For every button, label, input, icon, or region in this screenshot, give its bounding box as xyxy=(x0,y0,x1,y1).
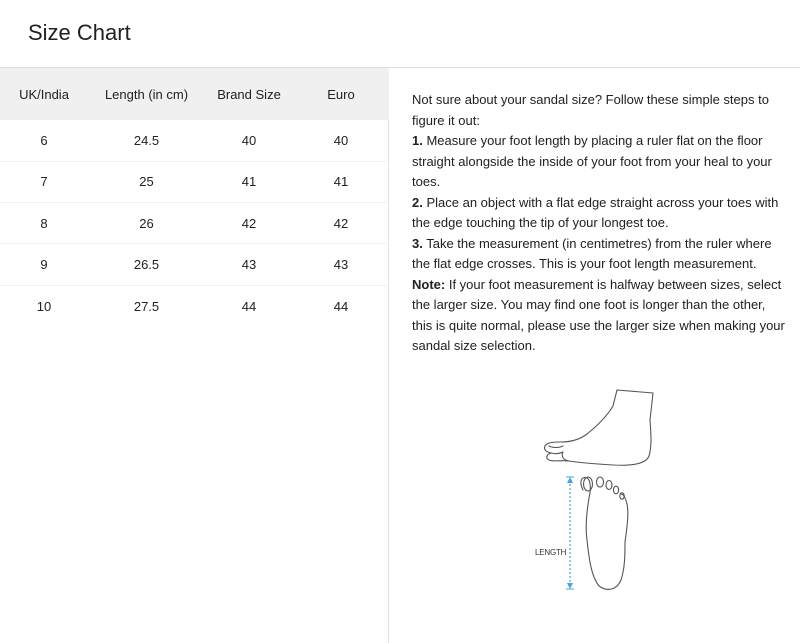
table-row xyxy=(0,285,389,326)
cell-euro: 42 xyxy=(333,215,349,231)
cell-euro: 44 xyxy=(333,298,349,314)
cell-brand-size: 43 xyxy=(241,257,257,273)
foot-top-view-icon xyxy=(581,477,628,589)
cell-uk-india: 6 xyxy=(40,132,48,148)
column-header-euro: Euro xyxy=(327,86,355,102)
step-number: 2. xyxy=(412,194,423,210)
step-text: Place an object with a flat edge straight across your toes with the edge touching the tip of your longest toe. xyxy=(412,194,779,230)
cell-length: 27.5 xyxy=(133,298,160,314)
cell-brand-size: 40 xyxy=(241,132,257,148)
column-header-length: Length (in cm) xyxy=(104,86,189,102)
cell-euro: 41 xyxy=(333,174,349,190)
instructions-panel xyxy=(390,68,800,643)
cell-uk-india: 9 xyxy=(40,257,48,273)
foot-measurement-illustration xyxy=(525,386,665,594)
cell-brand-size: 41 xyxy=(241,174,257,190)
note-label: Note: xyxy=(412,276,446,292)
cell-length: 25 xyxy=(139,174,154,190)
cell-brand-size: 44 xyxy=(241,298,257,314)
size-table xyxy=(0,68,389,326)
step-number: 1. xyxy=(412,133,423,148)
foot-diagram xyxy=(525,386,665,594)
table-row xyxy=(0,203,389,244)
table-row xyxy=(0,120,389,161)
instructions-intro: Not sure about your sandal size? Follow these simple steps to figure it out: xyxy=(412,92,769,128)
column-header-uk-india: UK/India xyxy=(19,86,69,102)
length-arrow-icon xyxy=(566,477,574,589)
cell-uk-india: 7 xyxy=(40,174,48,190)
instructions-text xyxy=(412,90,787,357)
cell-length: 26 xyxy=(139,215,154,231)
step-text: Take the measurement (in centimetres) from the ruler where the flat edge crosses. This is your foot length measurement. xyxy=(412,235,772,271)
cell-uk-india: 10 xyxy=(36,298,52,314)
note-text: If your foot measurement is halfway between sizes, select the larger size. You may find one foot is longer than the other, this is quite normal, please use the larger size when making your sandal size selection. xyxy=(412,276,785,353)
foot-side-view-icon xyxy=(544,390,653,465)
table-header-row xyxy=(0,68,389,120)
column-header-brand-size: Brand Size xyxy=(217,86,281,102)
cell-length: 24.5 xyxy=(133,132,160,148)
table-row xyxy=(0,161,389,202)
page-title: Size Chart xyxy=(28,20,131,45)
table-row xyxy=(0,244,389,285)
cell-euro: 43 xyxy=(333,257,349,273)
step-number: 3. xyxy=(412,235,423,251)
cell-length: 26.5 xyxy=(133,257,160,273)
size-table-panel xyxy=(0,68,389,643)
step-text: Measure your foot length by placing a ruler flat on the floor straight alongside the inside of your foot from your heal to your toes. xyxy=(412,133,772,189)
header xyxy=(0,0,800,68)
cell-uk-india: 8 xyxy=(40,215,48,231)
cell-euro: 40 xyxy=(333,132,349,148)
length-label: LENGTH xyxy=(535,548,567,557)
cell-brand-size: 42 xyxy=(241,215,257,231)
